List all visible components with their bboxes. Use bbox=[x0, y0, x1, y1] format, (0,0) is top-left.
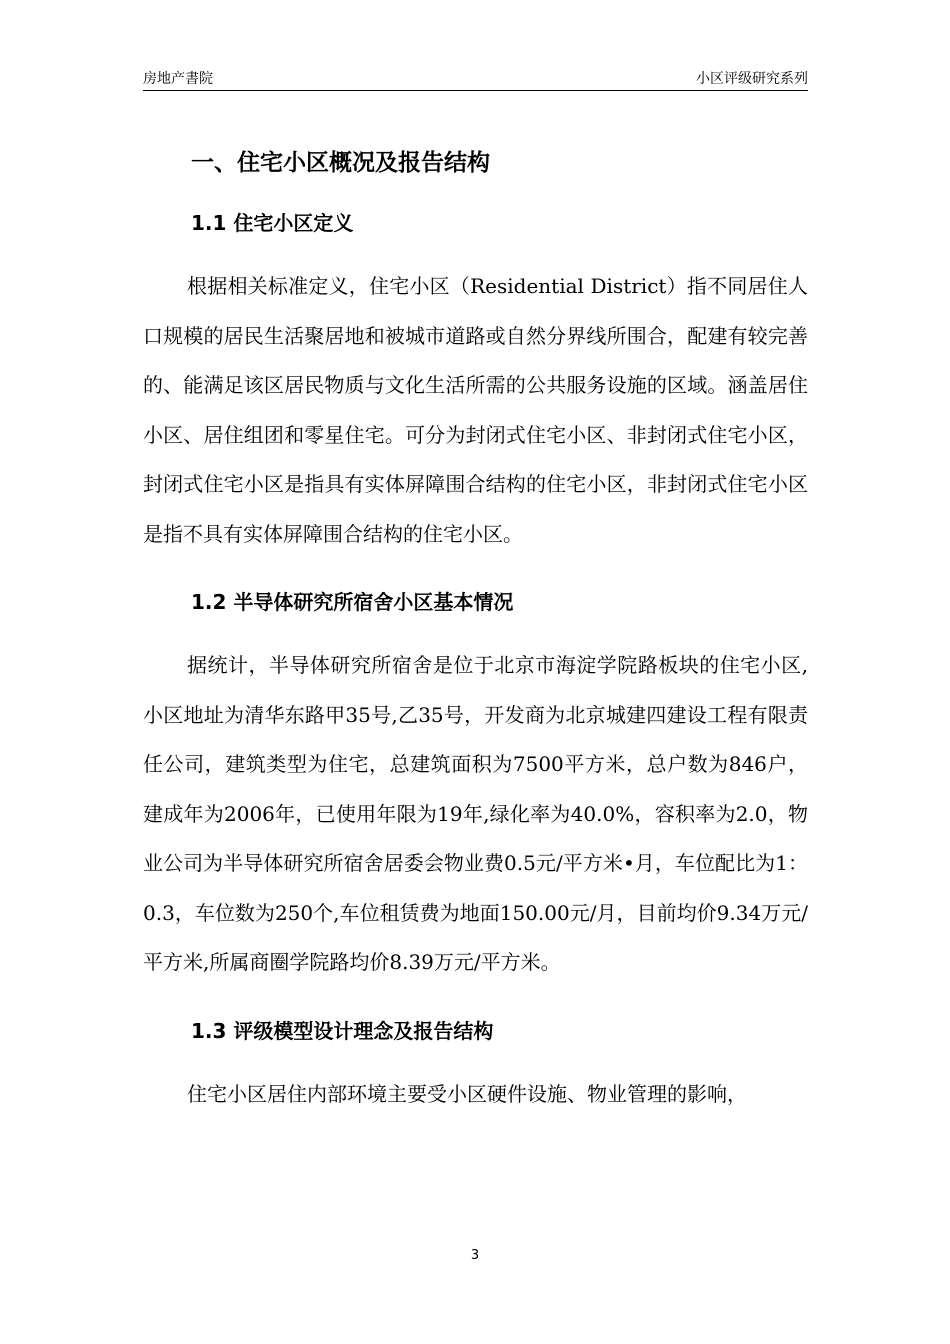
header-series-title: 小区评级研究系列 bbox=[696, 71, 808, 87]
page-content bbox=[143, 138, 808, 1119]
paragraph-model-design: 住宅小区居住内部环境主要受小区硬件设施、物业管理的影响， bbox=[187, 1081, 747, 1106]
paragraph-basic-info: 据统计，半导体研究所宿舍是位于北京市海淀学院路板块的住宅小区,小区地址为清华东路甲35号,乙35号，开发商为北京城建四建设工程有限责任公司，建筑类型为住宅，总建筑面积为7500平方米，总户数为846户，建成年为2006年，已使用年限为19年,绿化率为40.0%，容积率为2.0，物业公司为半导体研究所宿舍居委会物业费0.5元/平方米•月，车位配比为1：0.3，车位数为250个,车位租赁费为地面150.00元/月，目前均价9.34万元/平方米,所属商圈学院路均价8.39万元/平方米。 bbox=[143, 653, 808, 974]
subsection-title-1-1: 1.1 住宅小区定义 bbox=[191, 211, 354, 235]
subsection-title-1-3: 1.3 评级模型设计理念及报告结构 bbox=[191, 1018, 494, 1043]
paragraph-definition: 根据相关标准定义，住宅小区（Residential District）指不同居住人口规模的居民生活聚居地和被城市道路或自然分界线所围合，配建有较完善的、能满足该区居民物质与文化生活所需的公共服务设施的区域。涵盖居住小区、居住组团和零星住宅。可分为封闭式住宅小区、非封闭式住宅小区，封闭式住宅小区是指具有实体屏障围合结构的住宅小区，非封闭式住宅小区是指不具有实体屏障围合结构的住宅小区。 bbox=[143, 274, 808, 546]
subsection-title-1-2: 1.2 半导体研究所宿舍小区基本情况 bbox=[191, 590, 514, 614]
section-title: 一、住宅小区概况及报告结构 bbox=[191, 150, 490, 176]
page-number: 3 bbox=[470, 1248, 480, 1263]
header-publisher: 房地产書院 bbox=[143, 71, 213, 87]
page-header bbox=[143, 64, 808, 91]
